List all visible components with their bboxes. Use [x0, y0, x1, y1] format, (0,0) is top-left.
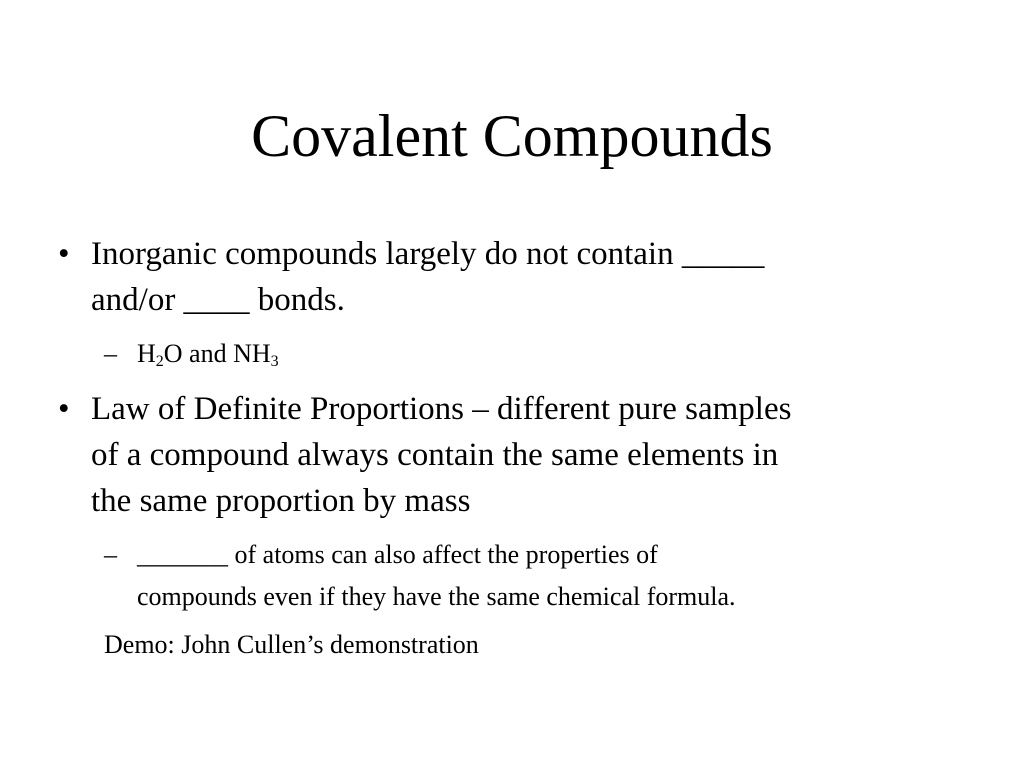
sub-bullet-dash-icon: – — [104, 339, 117, 368]
formula-text — [137, 333, 279, 375]
bullet-line: and/or ____ bonds. — [91, 282, 345, 318]
bullet-line: of a compound always contain the same elements in — [91, 437, 779, 473]
bullet-dot-icon: • — [58, 391, 70, 427]
bullet-dot-icon: • — [58, 236, 70, 272]
sub-bullet-line: compounds even if they have the same chemical formula. — [137, 582, 736, 611]
sub-bullet-formulas — [0, 333, 1024, 375]
formula-o-and-nh: O and NH — [163, 339, 271, 368]
slide-title: Covalent Compounds — [251, 103, 773, 169]
subscript-3: 3 — [270, 353, 279, 370]
subscript-2: 2 — [155, 353, 164, 370]
formula-h: H — [137, 339, 156, 368]
demo-note: Demo: John Cullen’s demonstration — [104, 630, 479, 659]
bullet-definite-proportions — [0, 386, 1024, 524]
bullet-line: Inorganic compounds largely do not contain _____ — [91, 236, 765, 272]
bullet-inorganic-compounds — [0, 231, 1024, 323]
sub-bullet-atom-arrangement — [0, 534, 1024, 618]
bullet-line: Law of Definite Proportions – different pure samples — [91, 391, 792, 427]
bullet-line: the same proportion by mass — [91, 483, 471, 519]
sub-bullet-line: _______ of atoms can also affect the properties of — [137, 540, 658, 569]
sub-bullet-dash-icon: – — [104, 540, 117, 569]
